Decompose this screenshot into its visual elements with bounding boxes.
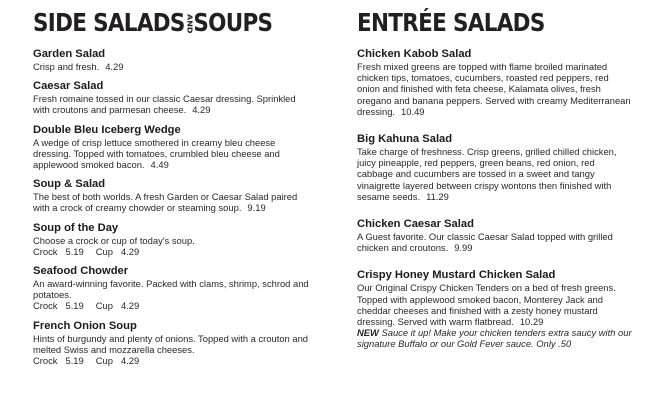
item-name: Soup & Salad — [33, 178, 106, 191]
item-price: 4.49 — [150, 159, 169, 171]
menu-item-garden-salad — [33, 48, 313, 72]
item-price: 10.29 — [519, 316, 544, 328]
item-description: Fresh romaine tossed in our classic Caesar dressing. Sprinkled with croutons and parmesan cheese. 4.29 — [33, 93, 296, 116]
cup-price: 4.29 — [120, 245, 140, 257]
item-description: Fresh mixed greens are topped with flame broiled marinated chicken tips, tomatoes, cucumbers, roasted red peppers, red onion and finished with feta cheese, Kalamata olives, fresh oregano and banana peppers. Served with creamy Mediterranean dressing. 10.49 — [357, 61, 631, 117]
item-name: Crispy Honey Mustard Chicken Salad — [357, 269, 556, 282]
item-name: Big Kahuna Salad — [357, 133, 453, 146]
item-price: 11.29 — [426, 190, 449, 202]
item-price: 4.29 — [192, 104, 211, 116]
item-description: Take charge of freshness. Crisp greens, grilled chilled chicken, juicy pineapple, red peppers, green beans, red onion, red cabbage and cucumbers are tossed in a sweet and tangy vinaigrette layered between crispy wontons then finished with sesame seeds. 11.29 — [357, 146, 617, 202]
side-salads-soups-heading — [33, 8, 274, 38]
sauce-note — [357, 327, 632, 349]
menu-item-big-kahuna-salad — [357, 133, 632, 202]
cup-price: 4.29 — [120, 355, 140, 367]
heading-and-vertical: AND — [185, 14, 194, 34]
entree-salads-column — [357, 8, 632, 366]
item-description: Hints of burgundy and plenty of onions. Topped with a crouton and melted Swiss and mozzarella cheeses. — [33, 332, 309, 355]
menu-item-soup-and-salad — [33, 178, 313, 213]
item-name: Chicken Caesar Salad — [357, 218, 474, 231]
item-description: The best of both worlds. A fresh Garden or Caesar Salad paired with a crock of creamy chowder or steaming soup. 9.19 — [33, 191, 298, 214]
crock-label: Crock — [33, 300, 58, 312]
menu-item-crispy-honey-mustard-salad — [357, 269, 632, 349]
item-price: 10.49 — [401, 105, 425, 117]
item-description: Choose a crock or cup of today's soup. — [33, 234, 195, 246]
size-prices — [33, 355, 313, 366]
item-name: Caesar Salad — [33, 80, 104, 93]
cup-label: Cup — [95, 300, 113, 312]
menu-item-caesar-salad — [33, 80, 313, 115]
item-description: A wedge of crisp lettuce smothered in creamy bleu cheese dressing. Topped with tomatoes, crumbled bleu cheese and applewood smoked bacon. 4.49 — [33, 136, 280, 171]
item-price: 9.99 — [454, 242, 473, 254]
side-salads-soups-column — [33, 8, 313, 374]
item-name: French Onion Soup — [33, 319, 137, 332]
menu-item-seafood-chowder — [33, 265, 313, 312]
item-name: Chicken Kabob Salad — [357, 48, 472, 60]
item-description: Our Original Crispy Chicken Tenders on a bed of fresh greens. Topped with applewood smoked bacon, Monterey Jack and cheddar cheeses and finished with a zesty honey mustard dressing. Served with warm flatbread. 10.29 — [357, 282, 616, 328]
crock-price: 5.19 — [65, 300, 84, 312]
item-name: Double Bleu Iceberg Wedge — [33, 123, 181, 136]
size-prices — [33, 300, 313, 311]
cup-label: Cup — [95, 245, 113, 257]
item-name: Garden Salad — [33, 48, 106, 60]
item-price: 9.19 — [247, 202, 266, 214]
item-name: Soup of the Day — [33, 221, 119, 234]
crock-label: Crock — [33, 355, 58, 367]
menu-item-chicken-kabob-salad — [357, 48, 632, 117]
new-label: NEW — [357, 327, 379, 339]
crock-label: Crock — [33, 245, 58, 257]
crock-price: 5.19 — [65, 245, 84, 257]
heading-part-soups: SOUPS — [193, 8, 273, 37]
item-description: Crisp and fresh. 4.29 — [33, 61, 124, 72]
item-name: Seafood Chowder — [33, 265, 129, 278]
sauce-note-text: Sauce it up! Make your chicken tenders extra saucy with our signature Buffalo or our Gold Fever sauce. Only .50 — [357, 327, 632, 350]
entree-salads-heading: ENTRÉE SALADS — [357, 8, 545, 37]
menu-item-soup-of-the-day — [33, 222, 313, 257]
menu-item-chicken-caesar-salad — [357, 218, 632, 253]
cup-price: 4.29 — [120, 300, 140, 312]
item-price: 4.29 — [105, 61, 124, 72]
menu-item-double-bleu-wedge — [33, 124, 313, 171]
size-prices — [33, 246, 313, 257]
crock-price: 5.19 — [65, 355, 84, 367]
item-description: A Guest favorite. Our classic Caesar Salad topped with grilled chicken and croutons. 9.99 — [357, 231, 613, 254]
cup-label: Cup — [95, 355, 113, 367]
heading-part-side-salads: SIDE SALADS — [33, 8, 185, 37]
menu-item-french-onion-soup — [33, 320, 313, 367]
item-description: An award-winning favorite. Packed with clams, shrimp, schrod and potatoes. — [33, 278, 309, 301]
